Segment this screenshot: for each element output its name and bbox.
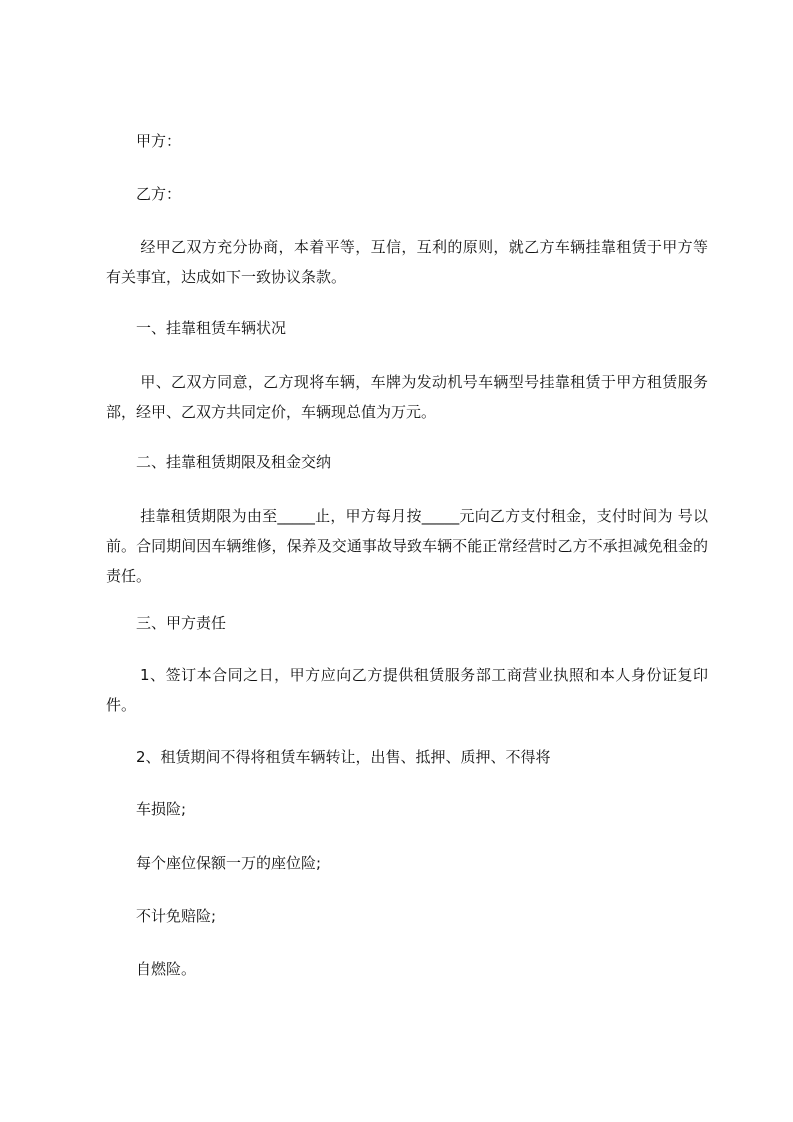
section3-item1-paragraph <box>106 660 708 720</box>
section3-item1-text: 1、签订本合同之日，甲方应向乙方提供租赁服务部工商营业执照和本人身份证复印件。 <box>106 666 708 714</box>
party-b-label: 乙方： <box>136 185 182 203</box>
section1-text: 甲、乙双方同意，乙方现将车辆，车牌为发动机号车辆型号挂靠租赁于甲方租赁服务部，经甲、乙双方共同定价，车辆现总值为万元。 <box>106 373 708 421</box>
section2-text: 挂靠租赁期限为由至_____止，甲方每月按_____元向乙方支付租金，支付时间为 号以前。合同期间因车辆维修，保养及交通事故导致车辆不能正常经营时乙方不承担减免租金的责任。 <box>106 507 708 585</box>
section1-title: 一、挂靠租赁车辆状况 <box>136 319 287 337</box>
intro-text: 经甲乙双方充分协商，本着平等，互信，互利的原则，就乙方车辆挂靠租赁于甲方等有关事宜，达成如下一致协议条款。 <box>106 238 708 286</box>
section1-paragraph <box>106 367 708 427</box>
intro-paragraph <box>106 232 708 292</box>
section3-item2: 2、租赁期间不得将租赁车辆转让，出售、抵押、质押、不得将 <box>136 748 551 766</box>
section3-title: 三、甲方责任 <box>136 614 227 632</box>
section2-title: 二、挂靠租赁期限及租金交纳 <box>136 453 332 471</box>
section2-paragraph <box>106 501 708 591</box>
insurance-item-3: 不计免赔险; <box>136 907 217 925</box>
insurance-item-1: 车损险; <box>136 800 187 818</box>
party-a-label: 甲方： <box>136 132 182 150</box>
insurance-item-2: 每个座位保额一万的座位险; <box>136 854 322 872</box>
insurance-item-4: 自燃险。 <box>136 960 197 978</box>
